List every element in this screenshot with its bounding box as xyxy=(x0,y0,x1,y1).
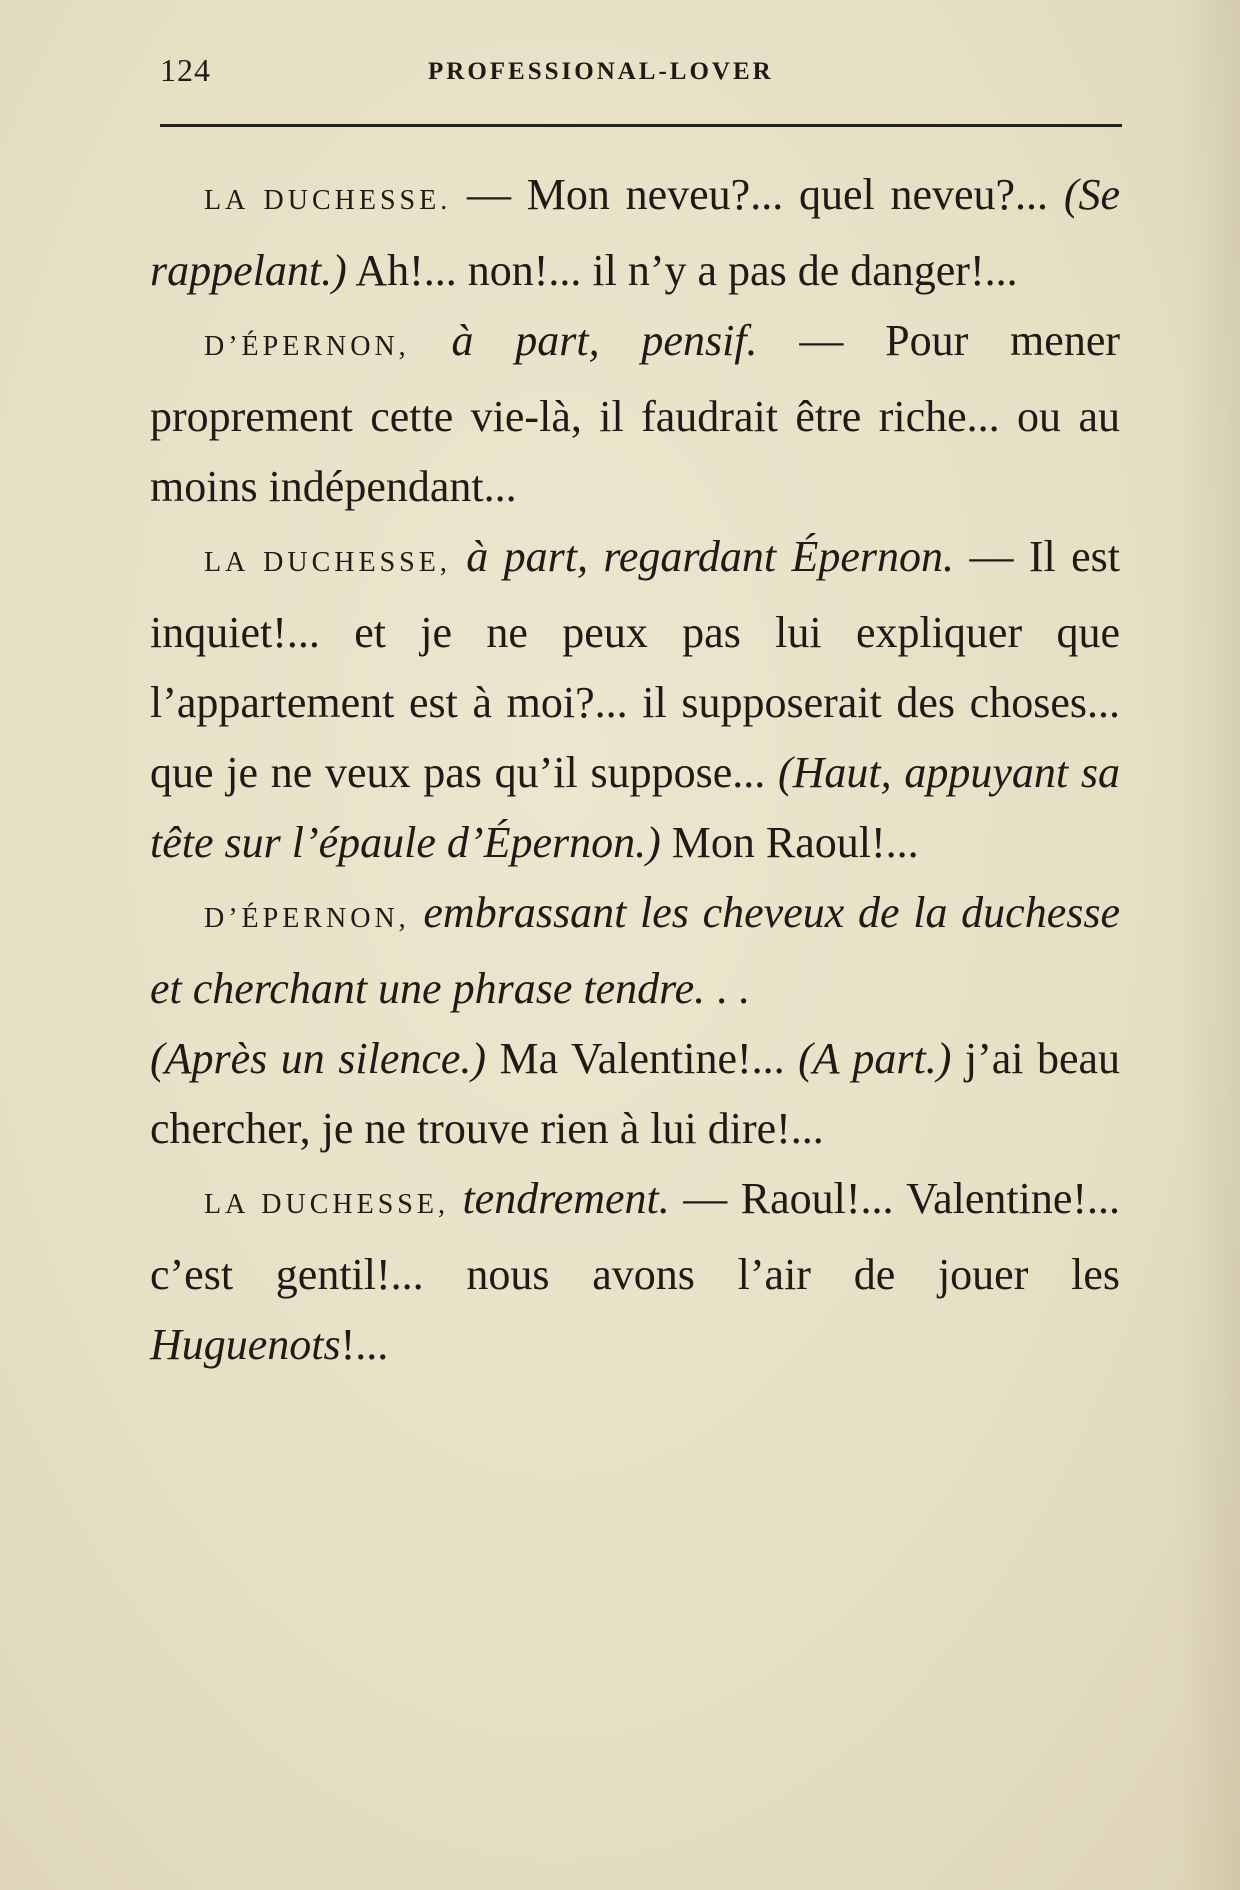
stage-direction: tendrement. xyxy=(448,1174,670,1223)
running-head xyxy=(160,52,1120,92)
page-number: 124 xyxy=(160,52,211,88)
stage-direction: (Haut, appuyant sa tête sur l’épaule d’Épernon.) xyxy=(150,748,1120,867)
page-edge-shadow xyxy=(1180,0,1240,1890)
running-title: PROFESSIONAL-LOVER xyxy=(428,58,774,85)
dialogue-text: — Il est inquiet!... et je ne peux pas lui expliquer que l’appartement est à moi?... il supposerait des choses... que je ne veux pas qu’il suppose... xyxy=(150,532,1120,797)
paragraph-3 xyxy=(150,522,1120,878)
paragraph-1 xyxy=(150,160,1120,306)
dialogue-text: !... xyxy=(340,1320,389,1369)
speaker-name: D’ÉPERNON, xyxy=(204,903,410,934)
paragraph-4 xyxy=(150,878,1120,1024)
dialogue-text: Ma Valentine!... xyxy=(486,1034,799,1083)
stage-direction: embrassant les cheveux de la duchesse et cherchant une phrase tendre. xyxy=(150,888,1120,1013)
opera-title: Huguenots xyxy=(150,1320,341,1369)
ellipsis-dots: . . xyxy=(705,964,750,1013)
stage-direction: à part, pensif. xyxy=(409,316,758,365)
dialogue-text: — Raoul!... Valentine!... c’est gentil!... nous avons l’air de jouer les xyxy=(150,1174,1120,1299)
page-text xyxy=(150,160,1120,1380)
dialogue-text: j’ai beau chercher, je ne trouve rien à lui dire!... xyxy=(150,1034,1121,1153)
dialogue-text: Mon Raoul!... xyxy=(660,818,919,867)
speaker-name: LA DUCHESSE. xyxy=(204,185,452,216)
stage-direction: (Après un silence.) xyxy=(150,1034,487,1083)
header-rule xyxy=(160,124,1122,127)
dialogue-text: — Pour mener proprement cette vie-là, il faudrait être riche... ou au moins indépendant... xyxy=(150,316,1120,511)
paragraph-2 xyxy=(150,306,1120,522)
dialogue-text: — Mon neveu?... quel neveu?... xyxy=(451,170,1064,219)
speaker-name: LA DUCHESSE, xyxy=(204,1189,449,1220)
dialogue-text: Ah!... non!... il n’y a pas de danger!... xyxy=(346,246,1018,295)
stage-direction: (A part.) xyxy=(798,1034,952,1083)
stage-direction: (Se rappelant.) xyxy=(150,170,1121,295)
stage-direction: à part, regardant Épernon. xyxy=(450,532,955,581)
speaker-name: LA DUCHESSE, xyxy=(204,547,451,578)
speaker-name: D’ÉPERNON, xyxy=(204,331,410,362)
paragraph-5 xyxy=(150,1024,1120,1164)
paragraph-6 xyxy=(150,1164,1120,1380)
